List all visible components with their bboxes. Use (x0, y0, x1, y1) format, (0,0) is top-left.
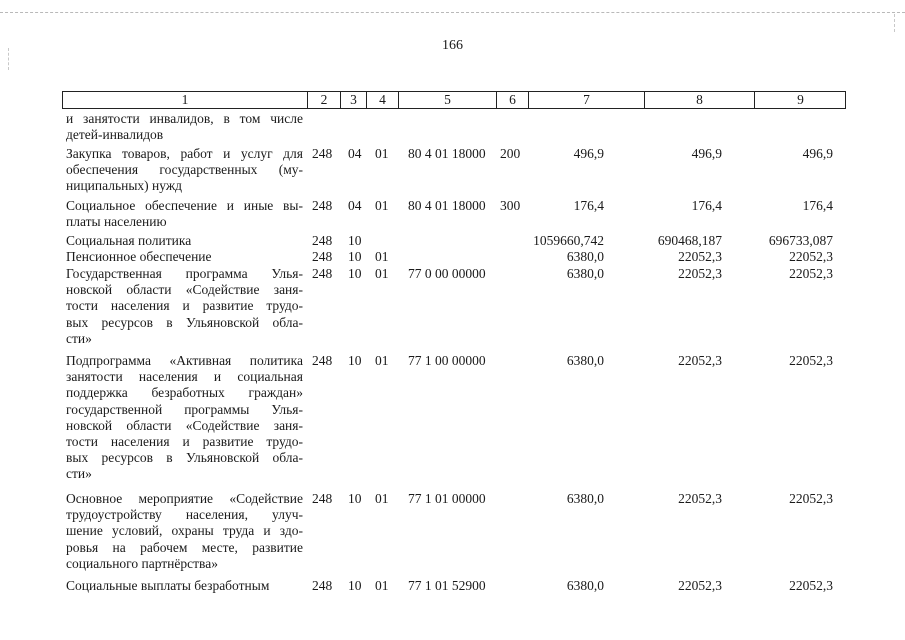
row-cell-c8: 22052,3 (678, 266, 722, 281)
row-cell-c4: 01 (375, 491, 389, 506)
row-cell-c7: 1059660,742 (533, 233, 604, 248)
row-name-line: социального партнёрства» (66, 555, 218, 571)
row-name-line: Государственная программа Улья- (66, 266, 303, 281)
row-cell-c5: 77 1 01 52900 (408, 578, 486, 593)
row-name-line: шение условий, охраны труда и здо- (66, 523, 303, 539)
row-name-line: новской области «Содействие заня- (66, 282, 303, 298)
row-name-line: новской области «Содействие заня- (66, 417, 303, 433)
row-name (66, 578, 303, 594)
row-cell-c3: 10 (348, 233, 362, 248)
row-cell-c3: 10 (348, 249, 362, 264)
row-name-line: Закупка товаров, работ и услуг для (66, 146, 303, 161)
row-cell-c3: 04 (348, 146, 362, 161)
row-name-line: тости населения и развитие трудо- (66, 298, 303, 314)
row-cell-c4: 01 (375, 249, 389, 264)
row-cell-c2: 248 (312, 198, 333, 213)
row-cell-c8: 22052,3 (678, 491, 722, 506)
header-col-4: 4 (366, 92, 398, 108)
row-cell-c4: 01 (375, 353, 389, 368)
row-cell-c2: 248 (312, 249, 333, 264)
row-cell-c4: 01 (375, 146, 389, 161)
row-cell-c8: 22052,3 (678, 249, 722, 264)
row-cell-c8: 22052,3 (678, 578, 722, 593)
row-name (66, 198, 303, 230)
row-name-line: обеспечения государственных (му- (66, 162, 303, 178)
row-cell-c4: 01 (375, 266, 389, 281)
row-name-line: трудоустройству населения, улуч- (66, 507, 303, 523)
row-name (66, 249, 303, 265)
header-col-2: 2 (307, 92, 340, 108)
page-number: 166 (442, 38, 463, 53)
row-name (66, 233, 303, 249)
row-name-line: Подпрограмма «Активная политика (66, 353, 303, 368)
row-cell-c3: 10 (348, 491, 362, 506)
header-col-7: 7 (528, 92, 644, 108)
row-name-line: сти» (66, 466, 92, 482)
row-cell-c3: 10 (348, 266, 362, 281)
row-name-line: тости населения и развитие трудо- (66, 434, 303, 450)
row-cell-c2: 248 (312, 491, 333, 506)
row-cell-c9: 176,4 (802, 198, 833, 213)
row-name-line: детей-инвалидов (66, 127, 164, 143)
row-name-line: Социальное обеспечение и иные вы- (66, 198, 303, 213)
row-name (66, 146, 303, 195)
row-cell-c3: 04 (348, 198, 362, 213)
row-cell-c8: 690468,187 (657, 233, 722, 248)
row-cell-c9: 22052,3 (789, 578, 833, 593)
row-cell-c5: 77 1 00 00000 (408, 353, 486, 368)
row-cell-c9: 22052,3 (789, 266, 833, 281)
row-cell-c2: 248 (312, 266, 333, 281)
row-name (66, 353, 303, 483)
row-cell-c7: 6380,0 (566, 353, 604, 368)
row-name-line: платы населению (66, 214, 167, 230)
row-cell-c9: 696733,087 (768, 233, 833, 248)
row-name-line: ровья на рабочем месте, развитие (66, 539, 303, 555)
row-cell-c7: 6380,0 (566, 249, 604, 264)
row-name-line: занятости населения и социальная (66, 369, 303, 385)
row-cell-c9: 22052,3 (789, 353, 833, 368)
row-cell-c8: 176,4 (691, 198, 722, 213)
row-cell-c5: 80 4 01 18000 (408, 198, 486, 213)
row-cell-c5: 77 1 01 00000 (408, 491, 486, 506)
row-name (66, 491, 303, 572)
row-name (66, 266, 303, 347)
row-cell-c8: 22052,3 (678, 353, 722, 368)
header-col-3: 3 (340, 92, 366, 108)
row-cell-c6: 200 (500, 146, 521, 161)
row-cell-c2: 248 (312, 578, 333, 593)
row-name-line: Основное мероприятие «Содействие (66, 491, 303, 506)
row-cell-c7: 176,4 (573, 198, 604, 213)
row-cell-c5: 77 0 00 00000 (408, 266, 486, 281)
header-col-9: 9 (754, 92, 846, 108)
header-col-1: 1 (181, 92, 189, 107)
row-name-line: и занятости инвалидов, в том числе (66, 111, 303, 126)
row-cell-c6: 300 (500, 198, 521, 213)
row-name-line: Пенсионное обеспечение (66, 249, 212, 264)
row-cell-c4: 01 (375, 198, 389, 213)
row-name (66, 111, 303, 143)
row-cell-c2: 248 (312, 353, 333, 368)
row-cell-c3: 10 (348, 578, 362, 593)
row-name-line: Социальные выплаты безработным (66, 578, 270, 593)
row-name-line: ниципальных) нужд (66, 178, 183, 194)
row-cell-c7: 496,9 (573, 146, 604, 161)
row-name-line: сти» (66, 330, 92, 346)
row-cell-c2: 248 (312, 146, 333, 161)
row-name-line: вых ресурсов в Ульяновской обла- (66, 314, 303, 330)
row-cell-c8: 496,9 (691, 146, 722, 161)
row-cell-c4: 01 (375, 578, 389, 593)
header-col-5: 5 (398, 92, 496, 108)
row-name-line: вых ресурсов в Ульяновской обла- (66, 450, 303, 466)
row-cell-c9: 22052,3 (789, 491, 833, 506)
row-name-line: поддержка безработных граждан» (66, 385, 303, 401)
row-cell-c9: 22052,3 (789, 249, 833, 264)
row-name-line: государственной программы Улья- (66, 401, 303, 417)
row-cell-c2: 248 (312, 233, 333, 248)
row-cell-c7: 6380,0 (566, 491, 604, 506)
row-cell-c3: 10 (348, 353, 362, 368)
header-col-6: 6 (496, 92, 528, 108)
row-cell-c7: 6380,0 (566, 578, 604, 593)
row-name-line: Социальная политика (66, 233, 192, 248)
row-cell-c7: 6380,0 (566, 266, 604, 281)
row-cell-c5: 80 4 01 18000 (408, 146, 486, 161)
row-cell-c9: 496,9 (802, 146, 833, 161)
header-col-8: 8 (644, 92, 754, 108)
